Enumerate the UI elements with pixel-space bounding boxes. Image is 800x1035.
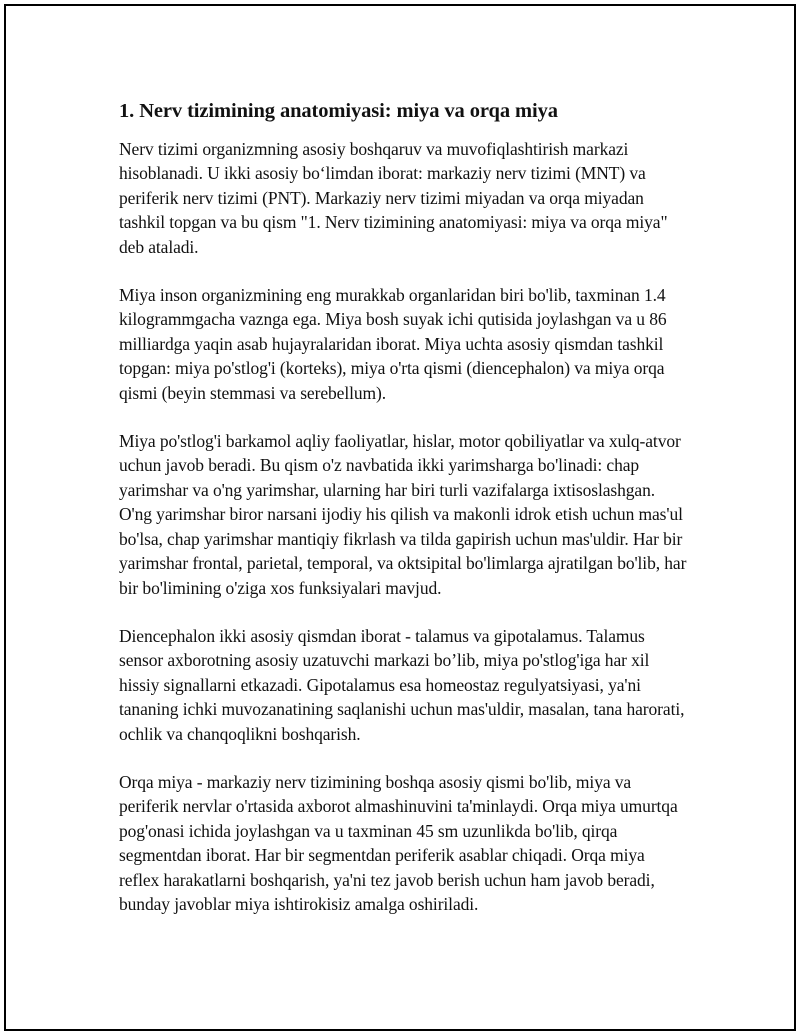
- document-body: [119, 97, 689, 940]
- paragraph-1: Nerv tizimi organizmning asosiy boshqaruv va muvofiqlashtirish markazi hisoblanadi. U ikki asosiy bo‘limdan iborat: markaziy nerv tizimi (MNT) va periferik nerv tizimi (PNT). Markaziy nerv tizimi miyadan va orqa miyadan tashkil topgan va bu qism "1. Nerv tizimining anatomiyasi: miya va orqa miya" deb ataladi.: [119, 139, 668, 257]
- page-frame: [4, 4, 796, 1031]
- paragraph-4: Diencephalon ikki asosiy qismdan iborat - talamus va gipotalamus. Talamus sensor axborotning asosiy uzatuvchi markazi bo’lib, miya po'stlog'iga har xil hissiy signallarni etkazadi. Gipotalamus esa homeostaz regulyatsiyasi, ya'ni tananing ichki muvozanatining saqlanishi uchun mas'uldir, masalan, tana harorati, ochlik va chanqoqlikni boshqarish.: [119, 625, 685, 744]
- document-heading: 1. Nerv tizimining anatomiyasi: miya va orqa miya: [119, 100, 558, 122]
- paragraph-5: Orqa miya - markaziy nerv tizimining boshqa asosiy qismi bo'lib, miya va periferik nervlar o'rtasida axborot almashinuvini ta'minlaydi. Orqa miya umurtqa pog'onasi ichida joylashgan va u taxminan 45 sm uzunlikda bo'lib, qirqa segmentdan iborat. Har bir segmentdan periferik asablar chiqadi. Orqa miya reflex harakatlarni boshqarish, ya'ni tez javob berish uchun ham javob beradi, bunday javoblar miya ishtirokisiz amalga oshiriladi.: [119, 771, 678, 914]
- paragraph-2: Miya inson organizmining eng murakkab organlaridan biri bo'lib, taxminan 1.4 kilogrammgacha vaznga ega. Miya bosh suyak ichi qutisida joylashgan va u 86 milliardga yaqin asab hujayralaridan iborat. Miya uchta asosiy qismdan tashkil topgan: miya po'stlog'i (korteks), miya o'rta qismi (diencephalon) va miya orqa qismi (beyin stemmasi va serebellum).: [119, 285, 667, 403]
- paragraph-3: Miya po'stlog'i barkamol aqliy faoliyatlar, hislar, motor qobiliyatlar va xulq-atvor uchun javob beradi. Bu qism o'z navbatida ikki yarimsharga bo'linadi: chap yarimshar va o'ng yarimshar, ularning har biri turli vazifalarga ixtisoslashgan. O'ng yarimshar biror narsani ijodiy his qilish va makonli idrok etish uchun mas'ul bo'lsa, chap yarimshar mantiqiy fikrlash va tilda gapirish uchun mas'uldir. Har bir yarimshar frontal, parietal, temporal, va oktsipital bo'limlarga ajratilgan bo'lib, har bir bo'limining o'ziga xos funksiyalari mavjud.: [119, 431, 687, 598]
